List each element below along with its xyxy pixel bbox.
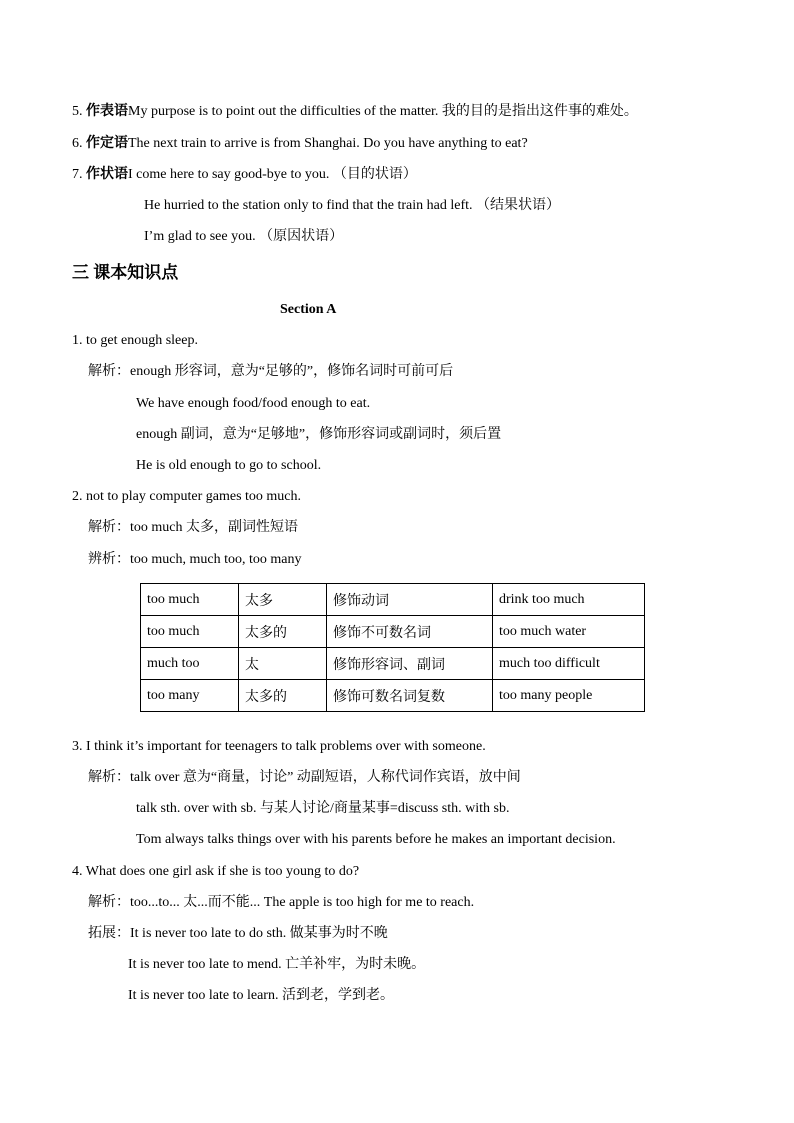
table-cell: too much (141, 616, 239, 648)
point-3-pattern: talk sth. over with sb. 与某人讨论/商量某事=discuss sth. with sb. (136, 801, 510, 816)
table-cell: 太 (239, 648, 327, 680)
item-label: 作状语 (86, 167, 128, 182)
point-4: 4. What does one girl ask if she is too young to do? (72, 864, 360, 879)
table-cell: 太多 (239, 584, 327, 616)
point-1-example-1: We have enough food/food enough to eat. (136, 396, 371, 411)
point-2-analysis: 解析：too much 太多，副词性短语 (88, 520, 298, 535)
item-text: My purpose is to point out the difficulties of the matter. 我的目的是指出这件事的难处。 (128, 104, 638, 119)
point-2: 2. not to play computer games too much. (72, 489, 302, 504)
table-row (141, 584, 645, 616)
table-cell: much too (141, 648, 239, 680)
grammar-item-6 (72, 135, 528, 153)
table-cell: much too difficult (493, 648, 645, 680)
table-cell: too many people (493, 680, 645, 712)
point-4-example-1: It is never too late to mend. 亡羊补牢，为时未晚。 (128, 957, 426, 972)
point-1-analysis: 解析：enough 形容词，意为“足够的”，修饰名词时可前可后 (88, 364, 454, 379)
grammar-item-5 (72, 103, 638, 121)
grammar-example-reason: I’m glad to see you. （原因状语） (144, 229, 344, 244)
table-cell: too much water (493, 616, 645, 648)
item-text: The next train to arrive is from Shanghai. Do you have anything to eat? (128, 136, 528, 151)
point-3-example: Tom always talks things over with his parents before he makes an important decision. (136, 832, 616, 847)
grammar-item-7 (72, 166, 417, 184)
table-cell: drink too much (493, 584, 645, 616)
section-a-title: Section A (280, 302, 337, 317)
table-cell: 修饰不可数名词 (327, 616, 493, 648)
table-cell: 太多的 (239, 616, 327, 648)
point-1-example-2: He is old enough to go to school. (136, 458, 322, 473)
table-row (141, 648, 645, 680)
point-3-analysis: 解析：talk over 意为“商量，讨论” 动副短语，人称代词作宾语，放中间 (88, 770, 521, 785)
table-cell: 修饰可数名词复数 (327, 680, 493, 712)
table-cell: 修饰动词 (327, 584, 493, 616)
grammar-example-result: He hurried to the station only to find that the train had left. （结果状语） (144, 198, 561, 213)
item-label: 作表语 (86, 104, 128, 119)
point-4-analysis: 解析：too...to... 太...而不能... The apple is too high for me to reach. (88, 895, 475, 910)
comparison-table (140, 583, 645, 712)
point-4-example-2: It is never too late to learn. 活到老，学到老。 (128, 988, 394, 1003)
table-cell: 太多的 (239, 680, 327, 712)
table-cell: too much (141, 584, 239, 616)
item-text: I come here to say good-bye to you. （目的状语） (128, 167, 417, 182)
point-4-extension: 拓展：It is never too late to do sth. 做某事为时不晚 (88, 926, 388, 941)
item-label: 作定语 (86, 136, 128, 151)
point-3: 3. I think it’s important for teenagers to talk problems over with someone. (72, 739, 486, 754)
item-number: 5. (72, 104, 83, 119)
table-row (141, 616, 645, 648)
table-cell: too many (141, 680, 239, 712)
point-2-distinguish: 辨析：too much, much too, too many (88, 552, 302, 567)
section-heading: 三 课本知识点 (72, 263, 179, 282)
point-1-note: enough 副词，意为“足够地”，修饰形容词或副词时，须后置 (136, 427, 502, 442)
table-row (141, 680, 645, 712)
point-1: 1. to get enough sleep. (72, 333, 198, 348)
item-number: 7. (72, 167, 83, 182)
item-number: 6. (72, 136, 83, 151)
table-cell: 修饰形容词、副词 (327, 648, 493, 680)
